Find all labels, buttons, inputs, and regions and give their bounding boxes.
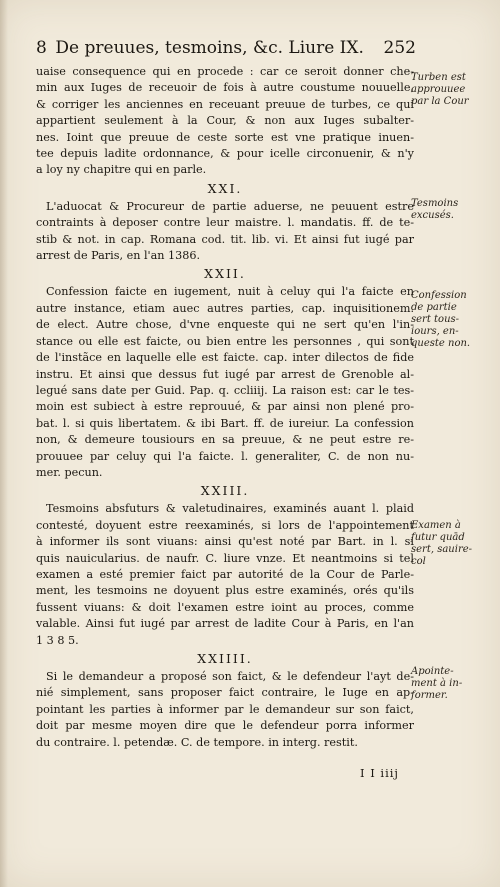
marginal-note-line: Apointe-: [411, 666, 454, 677]
marginal-note-line: col: [411, 556, 426, 567]
text-line: doit par mesme moyen dire que le defendeur porra informer: [36, 719, 414, 733]
text-line: 1 3 8 5.: [36, 633, 79, 647]
text-line: Confession faicte en iugement, nuit à celuy qui l'a faicte en: [46, 285, 414, 299]
text-line: tee depuis ladite ordonnance, & pour icelle circonuenir, & n'y: [36, 147, 414, 161]
text-line: quis nauicularius. de naufr. C. liure vnze. Et neantmoins si tel: [36, 551, 414, 565]
text-line: stib & not. in cap. Romana cod. tit. lib. vi. Et ainsi fut iugé par: [36, 232, 414, 246]
text-line: moin est subiect à estre reprouué, & par ainsi non plené pro-: [36, 400, 414, 414]
text-line: pointant les parties à informer par le demandeur sur son faict,: [36, 702, 414, 716]
text-line: mer. pecun.: [36, 465, 103, 479]
text-line: arrest de Paris, en l'an 1386.: [36, 249, 201, 263]
marginal-note-line: futur quād: [411, 532, 465, 543]
text-line: Tesmoins absfuturs & valetudinaires, examinés auant l. plaid: [46, 502, 414, 516]
marginal-note-line: par la Cour: [411, 96, 469, 107]
running-header: [36, 38, 416, 58]
marginal-note-line: Examen à: [411, 520, 461, 531]
text-line: bat. l. si quis libertatem. & ibi Bart. ff. de iureiur. La confession: [36, 416, 414, 430]
text-line: nes. Ioint que preuue de ceste sorte est vne pratique inuen-: [36, 130, 414, 144]
header-leaf-mark: 8: [36, 38, 47, 58]
main-text: [36, 64, 414, 751]
text-line: contraints à deposer contre leur maistre. l. mandatis. ff. de te-: [36, 216, 414, 230]
marginal-note-line: excusés.: [411, 210, 454, 221]
marginal-note: [411, 290, 493, 350]
text-line: nié simplement, sans proposer faict contraire, le Iuge en ap-: [36, 686, 414, 700]
marginal-note: [411, 520, 493, 568]
marginal-note-line: queste non.: [411, 338, 471, 349]
text-line: à informer ils sont viuans: ainsi qu'est noté par Bart. in l. si: [36, 535, 414, 549]
marginal-note-line: Tesmoins: [411, 198, 459, 209]
text-line: contesté, doyuent estre reexaminés, si lors de l'appointement: [36, 518, 414, 532]
section-number: XXI.: [207, 180, 243, 196]
marginal-note-line: de partie: [411, 302, 457, 313]
text-line: L'aduocat & Procureur de partie aduerse, ne peuuent estre: [46, 199, 414, 213]
text-line: de l'instãce en laquelle elle est faicte. cap. inter dilectos de fide: [36, 351, 414, 365]
header-title: De preuues, tesmoins, &c. Liure IX.: [55, 38, 364, 58]
text-line: stance ou elle est faicte, ou bien entre les personnes , qui sont: [36, 334, 414, 348]
text-line: valable. Ainsi fut iugé par arrest de ladite Cour à Paris, en l'an: [36, 617, 414, 631]
marginal-note-line: iours, en-: [411, 326, 459, 337]
text-line: min aux Iuges de receuoir de fois à autre coustume nouuelle,: [36, 81, 414, 95]
marginal-note-line: Confession: [411, 290, 467, 301]
text-line: prouuee par celuy qui l'a faicte. l. generaliter, C. de non nu-: [36, 449, 414, 463]
marginal-note-line: sert tous-: [411, 314, 460, 325]
marginal-note-line: ment à in-: [411, 678, 463, 689]
text-line: instru. Et ainsi que dessus fut iugé par arrest de Grenoble al-: [36, 367, 414, 381]
page-number: 252: [383, 38, 416, 58]
marginal-note: [411, 666, 493, 702]
marginal-note-line: Turben est: [411, 72, 466, 83]
text-line: examen a esté premier faict par autorité de la Cour de Parle-: [36, 567, 414, 581]
text-line: fussent viuans: & doit l'examen estre ioint au proces, comme: [36, 600, 414, 614]
marginal-note: [411, 198, 493, 222]
text-line: appartient seulement à la Cour, & non aux Iuges subalter-: [36, 114, 414, 128]
section-number: XXIII.: [200, 483, 250, 499]
text-line: non, & demeure tousiours en sa preuue, & ne peut estre re-: [36, 433, 414, 447]
marginal-note-line: sert, sauire-: [411, 544, 473, 555]
text-line: & corriger les anciennes en receuant preuue de turbes, ce qui: [36, 97, 414, 111]
marginal-note-line: approuuee: [411, 84, 466, 95]
text-line: Si le demandeur a proposé son faict, & le defendeur l'ayt de-: [46, 670, 414, 683]
text-line: du contraire. l. petendæ. C. de tempore. in interg. restit.: [36, 735, 358, 749]
marginal-note: [411, 72, 493, 108]
text-line: uaise consequence qui en procede : car ce seroit donner che-: [36, 65, 414, 78]
section-number: XXIIII.: [197, 651, 253, 666]
section-number: XXII.: [204, 266, 246, 282]
page-gutter-shadow: [0, 0, 8, 887]
signature-mark: I I iiij: [360, 766, 399, 780]
text-line: autre instance, etiam auec autres parties, cap. inquisitionem.: [36, 301, 414, 315]
text-line: a loy ny chapitre qui en parle.: [36, 163, 207, 177]
marginal-note-line: former.: [411, 690, 448, 701]
text-line: ment, les tesmoins ne doyuent plus estre examinés, orés qu'ils: [36, 584, 414, 598]
text-line: legué sans date per Guid. Pap. q. ccliiij. La raison est: car le tes-: [36, 383, 414, 397]
text-line: de elect. Autre chose, d'vne enqueste qui ne sert qu'en l'in-: [36, 318, 414, 332]
